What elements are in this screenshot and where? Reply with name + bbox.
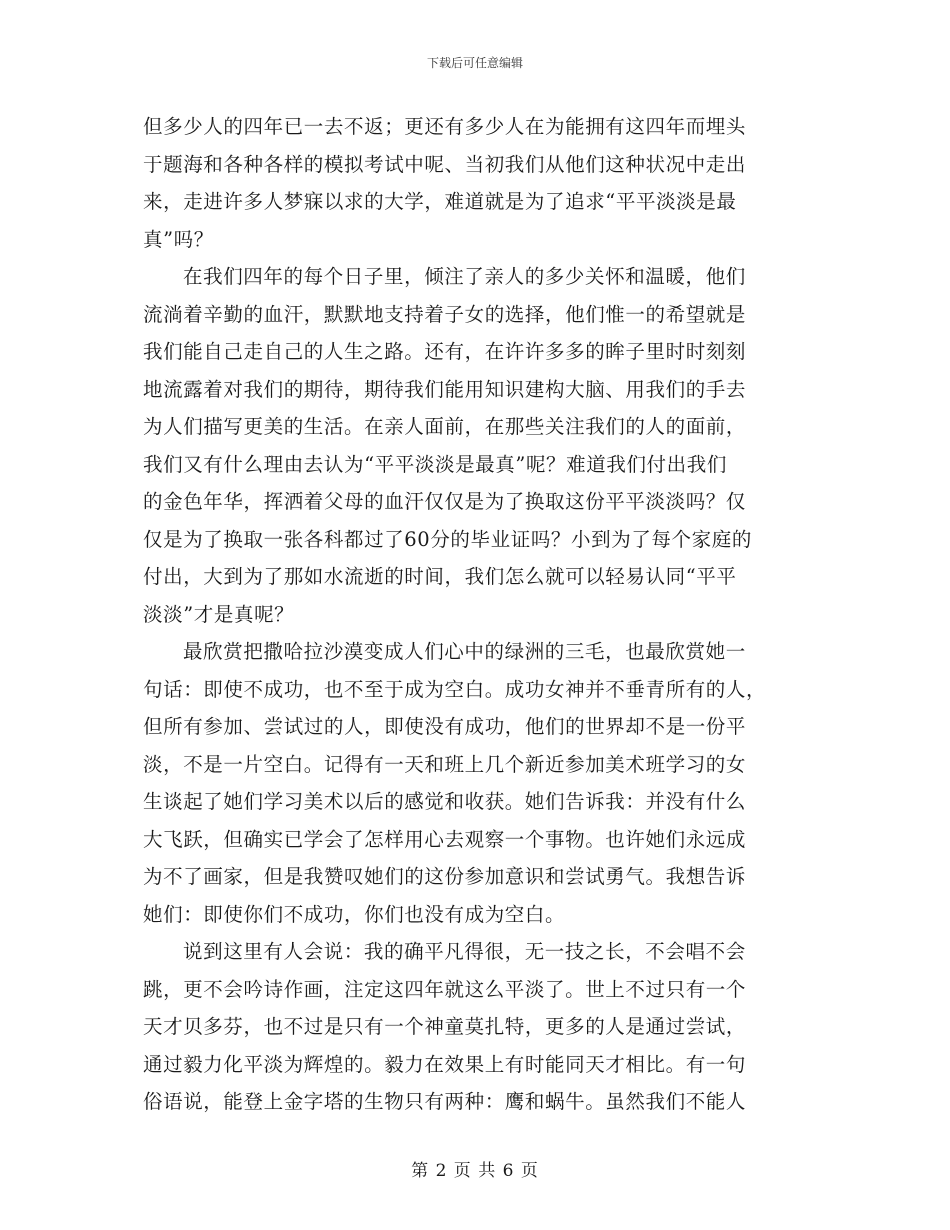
text-line: 通过毅力化平淡为辉煌的。毅力在效果上有时能同天才相比。有一句 <box>143 1052 747 1076</box>
text-line: 但多少人的四年已一去不返；更还有多少人在为能拥有这四年而埋头 <box>143 115 747 138</box>
text-line: 付出，大到为了那如水流逝的时间，我们怎么就可以轻易认同“平平 <box>143 565 737 588</box>
text-line: 句话：即使不成功，也不至于成为空白。成功女神并不垂青所有的人， <box>143 677 767 701</box>
text-line: 她们：即使你们不成功，你们也没有成为空白。 <box>143 902 566 926</box>
text-line: 的金色年华，挥洒着父母的血汗仅仅是为了换取这份平平淡淡吗？仅 <box>143 490 747 513</box>
paragraph-1 <box>143 108 803 258</box>
text-line: 淡，不是一片空白。记得有一天和班上几个新近参加美术班学习的女 <box>143 752 747 776</box>
text-line: 我们能自己走自己的人生之路。还有，在许许多多的眸子里时时刻刻 <box>143 340 747 363</box>
text-line: 为人们描写更美的生活。在亲人面前，在那些关注我们的人的面前， <box>143 415 747 438</box>
page-number-footer: 第 2 页 共 6 页 <box>411 1161 539 1181</box>
text-line: 俗语说，能登上金字塔的生物只有两种：鹰和蜗牛。虽然我们不能人 <box>143 1090 747 1113</box>
text-line: 我们又有什么理由去认为“平平淡淡是最真”呢？难道我们付出我们 <box>143 452 727 476</box>
text-line: 来，走进许多人梦寐以求的大学，难道就是为了追求“平平淡淡是最 <box>143 190 737 213</box>
text-line: 为不了画家，但是我赞叹她们的这份参加意识和尝试勇气。我想告诉 <box>143 865 747 888</box>
text-line: 跳，更不会吟诗作画，注定这四年就这么平淡了。世上不过只有一个 <box>143 977 747 1001</box>
text-line: 流淌着辛勤的血汗，默默地支持着子女的选择，他们惟一的希望就是 <box>143 302 747 326</box>
text-line: 淡淡”才是真呢？ <box>143 602 295 626</box>
text-line: 天才贝多芬，也不过是只有一个神童莫扎特，更多的人是通过尝试， <box>143 1015 747 1038</box>
text-line: 仅是为了换取一张各科都过了60分的毕业证吗？小到为了每个家庭的 <box>143 527 752 551</box>
page-header: 下载后可任意编辑 <box>426 56 523 70</box>
text-line: 最欣赏把撒哈拉沙漠变成人们心中的绿洲的三毛，也最欣赏她一 <box>183 640 746 663</box>
text-line: 在我们四年的每个日子里，倾注了亲人的多少关怀和温暖，他们 <box>183 265 746 288</box>
text-line: 说到这里有人会说：我的确平凡得很，无一技之长，不会唱不会 <box>183 940 746 963</box>
text-line: 但所有参加、尝试过的人，即使没有成功，他们的世界却不是一份平 <box>143 715 747 738</box>
text-line: 大飞跃，但确实已学会了怎样用心去观察一个事物。也许她们永远成 <box>143 827 747 851</box>
paragraph-3 <box>143 633 803 933</box>
text-line: 地流露着对我们的期待，期待我们能用知识建构大脑、用我们的手去 <box>143 377 747 401</box>
document-body <box>143 108 803 1121</box>
paragraph-2 <box>143 258 803 633</box>
text-line: 于题海和各种各样的模拟考试中呢、当初我们从他们这种状况中走出 <box>143 152 747 176</box>
text-line: 生谈起了她们学习美术以后的感觉和收获。她们告诉我：并没有什么 <box>143 790 747 813</box>
paragraph-4 <box>143 933 803 1121</box>
text-line: 真”吗？ <box>143 227 214 251</box>
